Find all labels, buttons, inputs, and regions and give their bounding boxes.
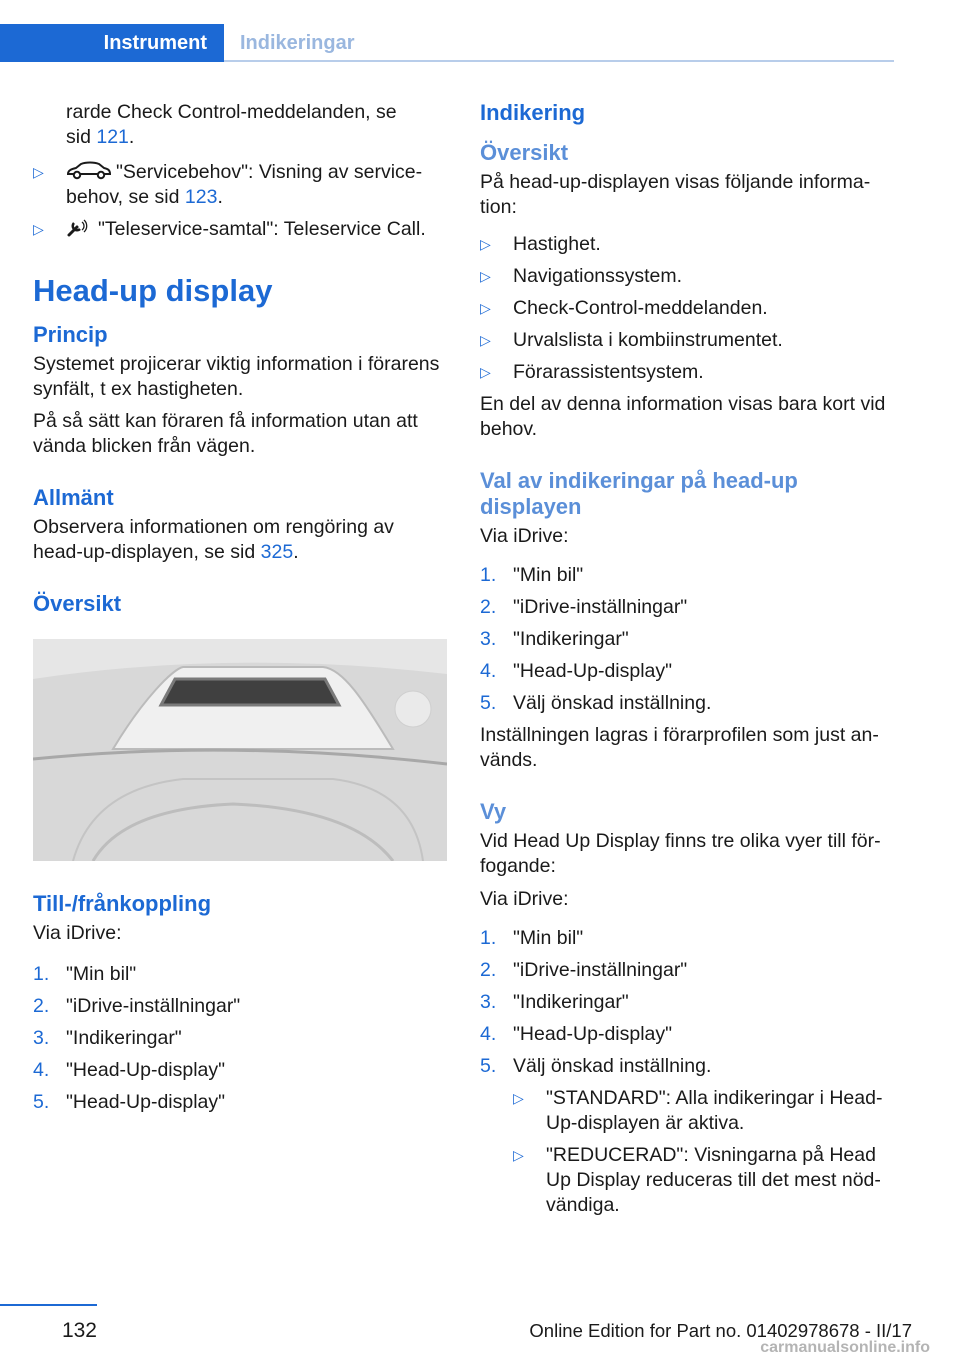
watermark: carmanualsonline.info	[760, 1339, 930, 1356]
toggle-steps	[33, 962, 447, 1115]
display-info-list	[480, 232, 894, 385]
triangle-bullet-icon: ▷	[480, 268, 491, 284]
list-item: ▷ Hastighet.	[480, 233, 601, 255]
triangle-bullet-icon: ▷	[513, 1147, 524, 1163]
page-link-123[interactable]: 123	[184, 186, 218, 208]
list-item: 2. "iDrive-inställningar"	[480, 959, 688, 981]
list-item: 2. "iDrive-inställningar"	[33, 995, 241, 1017]
wrench-phone-icon	[66, 218, 88, 238]
triangle-bullet-icon: ▷	[513, 1090, 524, 1106]
list-item: 4. "Head-Up-display"	[480, 660, 673, 682]
list-item: 1. "Min bil"	[33, 963, 137, 985]
princip-paragraph-1: Systemet projicerar viktig information i förarens synfält, t ex hastigheten.	[33, 353, 440, 400]
list-item: 3. "Indikeringar"	[480, 628, 629, 650]
vy-steps	[480, 926, 894, 1218]
tab-indikeringar[interactable]: Indikeringar	[240, 32, 355, 54]
val-steps	[480, 563, 894, 716]
list-item: 5. "Head-Up-display"	[33, 1091, 226, 1113]
allmant-paragraph: Observera informationen om rengöring av head-up-displayen, se sid 325.	[33, 516, 394, 563]
triangle-bullet-icon: ▷	[33, 221, 44, 237]
tab-instrument[interactable]: Instrument	[0, 24, 224, 62]
princip-paragraph-2: På så sätt kan föraren få information utan att vända blicken från vägen.	[33, 410, 418, 457]
list-item: 3. "Indikeringar"	[480, 991, 629, 1013]
list-item: ▷ "Servicebehov": Visning av service- behov, se sid 123.	[33, 161, 423, 208]
list-item: ▷ "REDUCERAD": Visningarna på Head Up Display reduceras till det mest nödvändiga.	[513, 1144, 881, 1216]
list-item: 5. Välj önskad inställning.	[480, 692, 712, 714]
val-after-paragraph: Inställningen lagras i förarprofilen som just används.	[480, 724, 879, 771]
list-item: ▷ Urvalslista i kombiinstrumentet.	[480, 329, 783, 351]
val-heading: Val av indikeringar på head-up displayen	[480, 468, 798, 519]
via-idrive-vy: Via iDrive:	[480, 888, 569, 910]
list-item: 2. "iDrive-inställningar"	[480, 596, 688, 618]
list-item: 3. "Indikeringar"	[33, 1027, 182, 1049]
left-column	[33, 100, 447, 1122]
vy-paragraph: Vid Head Up Display finns tre olika vyer till förfogande:	[480, 830, 881, 877]
list-item: 1. "Min bil"	[480, 564, 584, 586]
head-up-display-photo	[33, 639, 447, 861]
section-title: Head-up display	[33, 273, 273, 308]
triangle-bullet-icon: ▷	[480, 300, 491, 316]
via-idrive-val: Via iDrive:	[480, 525, 569, 547]
triangle-bullet-icon: ▷	[33, 164, 44, 180]
allmant-heading: Allmänt	[33, 485, 114, 510]
symbol-list	[33, 160, 447, 242]
page-number: 132	[61, 1319, 97, 1342]
list-item: 5. Välj önskad inställning. ▷ "STANDARD": Alla indikeringar i Head-Up-displayen är aktiva. ▷ "REDUCERAD": Visningarna på Head Up Display reduceras till det mest nödvändiga.	[480, 1054, 894, 1218]
oversikt-paragraph: På head-up-displayen visas följande information:	[480, 171, 871, 218]
list-item: ▷ Förarassistentsystem.	[480, 361, 704, 383]
list-item: 4. "Head-Up-display"	[33, 1059, 226, 1081]
page-link-325[interactable]: 325	[260, 541, 294, 563]
oversikt-heading-left: Översikt	[33, 591, 122, 616]
via-idrive-left: Via iDrive:	[33, 922, 122, 944]
princip-heading: Princip	[33, 322, 108, 347]
list-item: ▷ "STANDARD": Alla indikeringar i Head-Up-displayen är aktiva.	[513, 1087, 883, 1134]
header-rule	[224, 60, 894, 62]
list-item: 1. "Min bil"	[480, 927, 584, 949]
edition-text: Online Edition for Part no. 01402978678 - II/17	[529, 1320, 912, 1341]
toggle-heading: Till-/frånkoppling	[33, 891, 212, 916]
vy-substeps	[513, 1086, 894, 1218]
triangle-bullet-icon: ▷	[480, 364, 491, 380]
indikering-heading: Indikering	[480, 100, 586, 125]
list-item: 4. "Head-Up-display"	[480, 1023, 673, 1045]
page-link-121[interactable]: 121	[96, 126, 129, 148]
car-service-icon	[66, 161, 112, 181]
page-header	[0, 24, 894, 62]
triangle-bullet-icon: ▷	[480, 332, 491, 348]
continued-paragraph: rarde Check Control-meddelanden, se sid 121.	[66, 101, 397, 148]
right-column	[480, 100, 894, 1225]
oversikt-after-paragraph: En del av denna information visas bara kort vid behov.	[480, 393, 886, 440]
list-item: ▷ Check-Control-meddelanden.	[480, 297, 768, 319]
vy-heading: Vy	[480, 799, 507, 824]
triangle-bullet-icon: ▷	[480, 236, 491, 252]
oversikt-heading-right: Översikt	[480, 140, 569, 165]
list-item: ▷ Navigationssystem.	[480, 265, 683, 287]
list-item: ▷ "Teleservice-samtal": Teleservice Call.	[33, 218, 426, 240]
footer-rule	[0, 1304, 97, 1306]
